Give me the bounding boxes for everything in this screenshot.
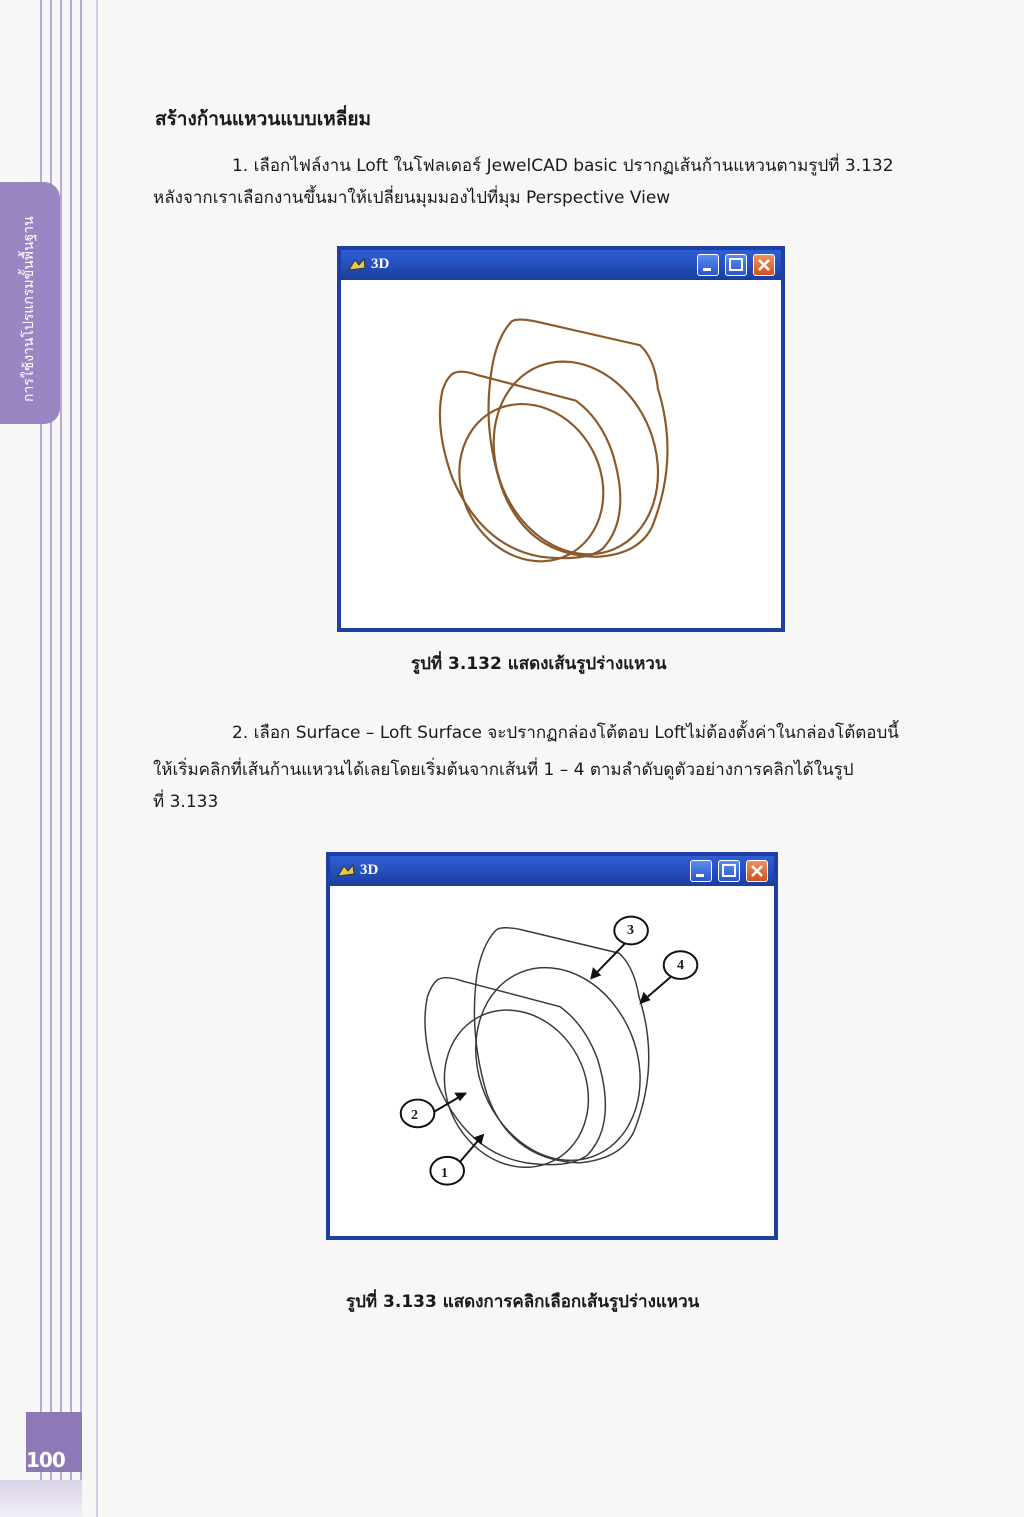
maximize-icon — [719, 861, 739, 881]
ring-shank-curves — [341, 280, 781, 628]
minimize-icon — [691, 861, 711, 881]
figure1-caption: รูปที่ 3.132 แสดงเส้นรูปร่างแหวน — [411, 654, 667, 674]
maximize-button[interactable] — [718, 860, 740, 882]
step1-line2: หลังจากเราเลือกงานขึ้นมาให้เปลี่ยนมุมมองไปที่มุม Perspective View — [153, 188, 671, 208]
margin-line — [60, 0, 62, 1517]
bottom-strip — [0, 1480, 82, 1517]
jewelcad-app-icon — [347, 256, 367, 274]
viewport-window-3d-callouts — [326, 852, 778, 1240]
close-button[interactable] — [753, 254, 775, 276]
window-title-bar[interactable] — [330, 856, 774, 886]
step2-line2: ให้เริ่มคลิกที่เส้นก้านแหวนได้เลยโดยเริ่มต้นจากเส้นที่ 1 – 4 ตามลำดับดูตัวอย่างการคลิกได้ในรูป — [153, 760, 854, 780]
close-icon — [754, 255, 774, 275]
viewport-canvas[interactable] — [330, 886, 774, 1236]
ring-shank-curves-callouts — [330, 886, 774, 1236]
window-title-bar[interactable] — [341, 250, 781, 280]
window-title: 3D — [360, 862, 379, 878]
step2-line3: ที่ 3.133 — [153, 792, 219, 812]
step1-line1: 1. เลือกไฟล์งาน Loft ในโฟลเดอร์ JewelCAD basic ปรากฏเส้นก้านแหวนตามรูปที่ 3.132 — [232, 156, 894, 176]
close-icon — [747, 861, 767, 881]
curve-4 — [465, 337, 686, 580]
figure2-caption: รูปที่ 3.133 แสดงการคลิกเลือกเส้นรูปร่างแหวน — [346, 1292, 700, 1312]
minimize-button[interactable] — [690, 860, 712, 882]
callout-3: 3 — [627, 923, 634, 938]
minimize-icon — [698, 255, 718, 275]
viewport-canvas[interactable] — [341, 280, 781, 628]
close-button[interactable] — [746, 860, 768, 882]
callout-markers — [401, 917, 698, 1185]
jewelcad-app-icon — [336, 862, 356, 880]
step2-line1: 2. เลือก Surface – Loft Surface จะปรากฏกล่องโต้ตอบ Loftไม่ต้องตั้งค่าในกล่องโต้ตอบนี้ — [232, 723, 899, 743]
page-number: 100 — [26, 1448, 65, 1472]
chapter-tab-label: การใช้งานโปรแกรมขั้นพื้นฐาน — [21, 216, 37, 402]
margin-line — [96, 0, 98, 1517]
curve-3 — [489, 320, 668, 557]
viewport-window-3d — [337, 246, 785, 632]
callout-2: 2 — [411, 1108, 418, 1123]
margin-line — [70, 0, 72, 1517]
callout-1: 1 — [441, 1166, 448, 1181]
maximize-button[interactable] — [725, 254, 747, 276]
margin-line — [80, 0, 82, 1517]
maximize-icon — [726, 255, 746, 275]
callout-4: 4 — [677, 958, 684, 973]
section-heading: สร้างก้านแหวนแบบเหลี่ยม — [155, 108, 372, 130]
window-title: 3D — [371, 256, 390, 272]
minimize-button[interactable] — [697, 254, 719, 276]
